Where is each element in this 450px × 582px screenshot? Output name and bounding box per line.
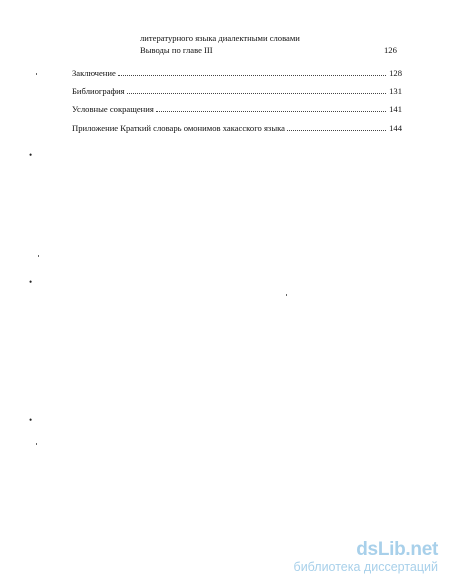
toc-prev-line-2: Выводы по главе III [140, 45, 213, 55]
toc-prev-line-1: литературного языка диалектными словами [140, 33, 300, 43]
toc-leader-dots [118, 75, 386, 76]
toc-entry-bibliography[interactable] [72, 84, 402, 96]
toc-entry-conclusion[interactable] [72, 66, 402, 78]
scan-speck [286, 294, 287, 296]
toc-leader-dots [156, 111, 386, 112]
scan-mark: • [29, 415, 33, 425]
scan-mark: • [29, 150, 33, 160]
watermark [294, 539, 438, 574]
toc-entry-abbreviations[interactable] [72, 102, 402, 114]
scan-speck [36, 443, 37, 445]
toc-entry-label: Заключение [72, 68, 116, 79]
scan-speck [36, 73, 37, 75]
toc-entry-page: 141 [389, 104, 402, 115]
watermark-brand: dsLib.net [356, 539, 438, 560]
toc-entry-page: 131 [389, 86, 402, 97]
watermark-tagline: библиотека диссертаций [293, 560, 438, 574]
toc-entry-label: Библиография [72, 86, 125, 97]
toc-leader-dots [127, 93, 386, 94]
toc-entry-label: Условные сокращения [72, 104, 154, 115]
toc-entry-page: 144 [389, 123, 402, 134]
scan-speck [38, 255, 39, 257]
toc-prev-page-number: 126 [384, 45, 397, 55]
toc-leader-dots [287, 130, 386, 131]
toc-entry-page: 128 [389, 68, 402, 79]
scan-mark: • [29, 277, 33, 287]
toc-entry-appendix[interactable] [72, 121, 402, 133]
toc-entry-label: Приложение Краткий словарь омонимов хакасского языка [72, 123, 285, 134]
